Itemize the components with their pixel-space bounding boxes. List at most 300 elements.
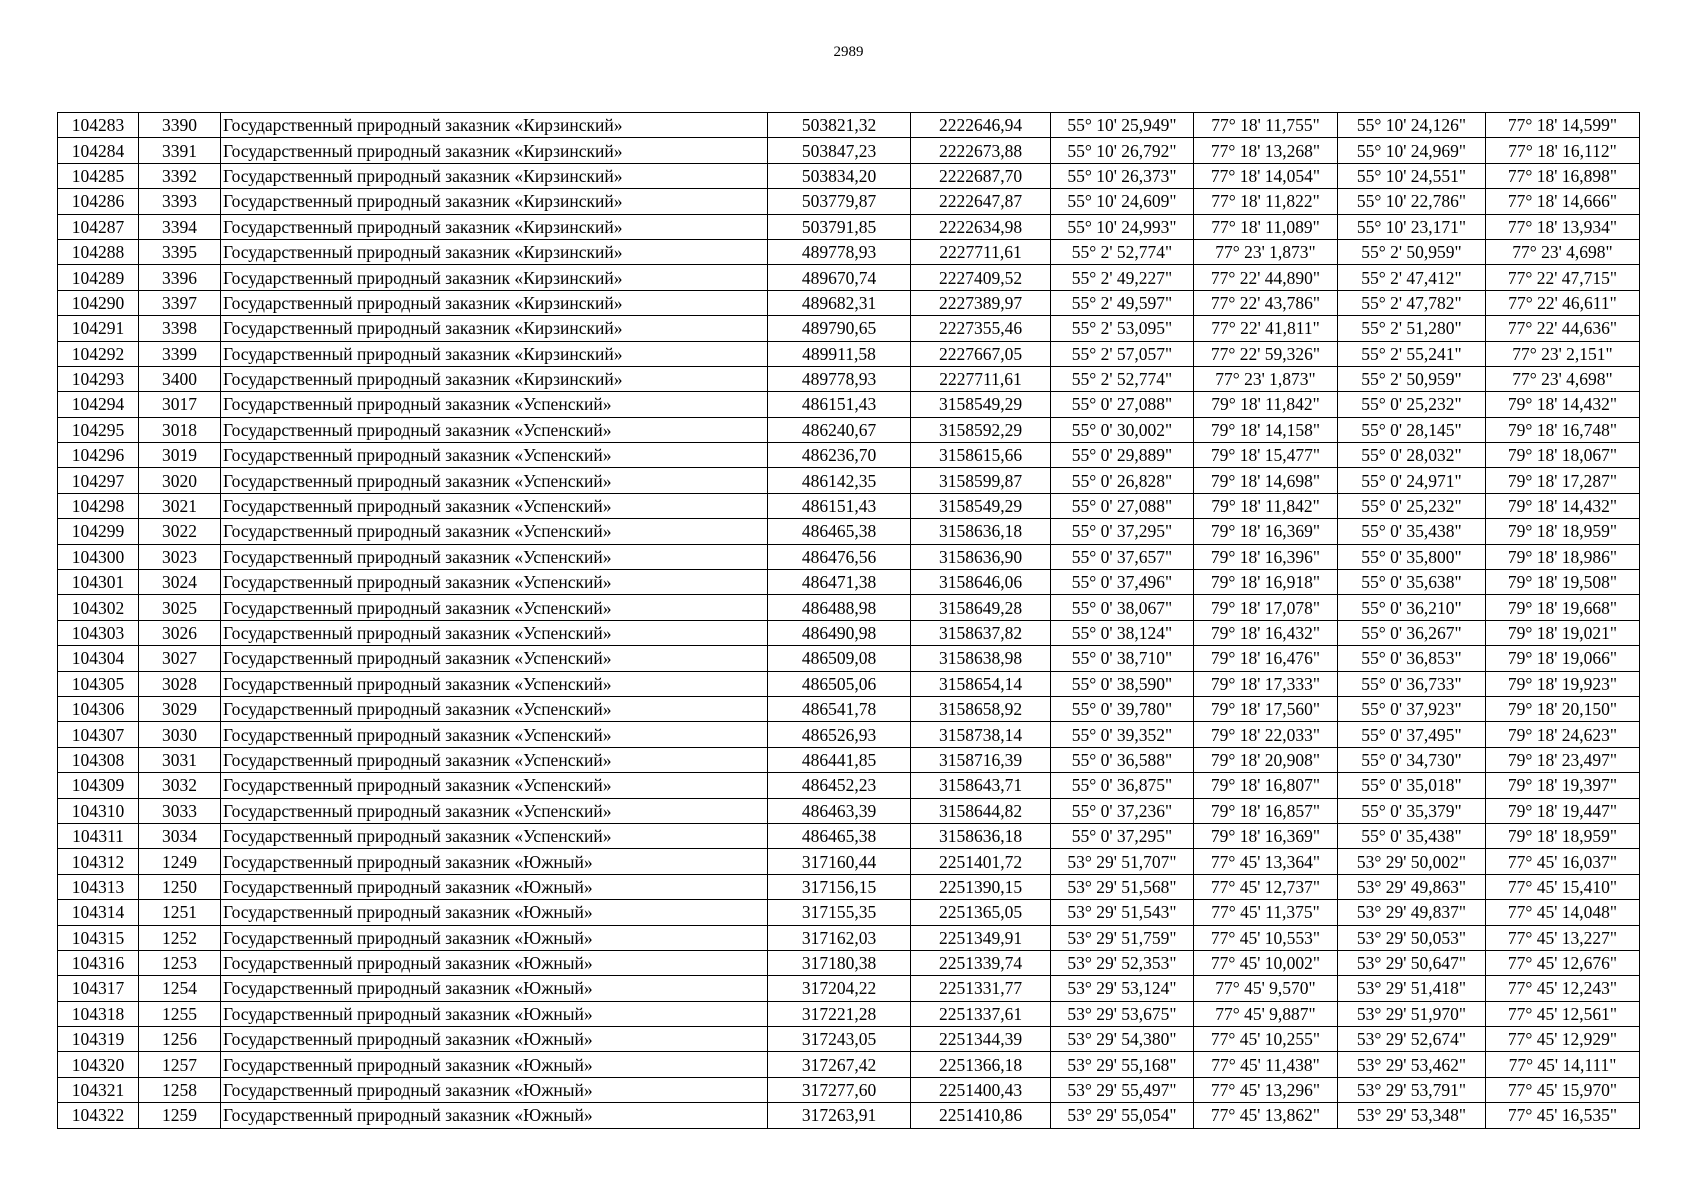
cell-y: 2251339,74 bbox=[911, 950, 1051, 975]
cell-point: 1253 bbox=[139, 950, 221, 975]
cell-point: 3017 bbox=[139, 392, 221, 417]
cell-x: 486488,98 bbox=[768, 595, 911, 620]
cell-name: Государственный природный заказник «Южный» bbox=[221, 950, 768, 975]
cell-id: 104321 bbox=[58, 1077, 139, 1102]
cell-lat1: 55° 0' 36,875" bbox=[1051, 773, 1194, 798]
cell-point: 3399 bbox=[139, 341, 221, 366]
cell-lon2: 77° 45' 16,037" bbox=[1486, 849, 1640, 874]
cell-lon2: 79° 18' 14,432" bbox=[1486, 392, 1640, 417]
cell-name: Государственный природный заказник «Кирзинский» bbox=[221, 239, 768, 264]
cell-lat2: 55° 0' 37,923" bbox=[1338, 696, 1486, 721]
cell-lat1: 55° 0' 36,588" bbox=[1051, 747, 1194, 772]
cell-lat1: 55° 10' 25,949" bbox=[1051, 113, 1194, 138]
cell-lon2: 79° 18' 18,986" bbox=[1486, 544, 1640, 569]
cell-x: 486465,38 bbox=[768, 823, 911, 848]
cell-x: 503821,32 bbox=[768, 113, 911, 138]
cell-x: 486476,56 bbox=[768, 544, 911, 569]
cell-y: 2251400,43 bbox=[911, 1077, 1051, 1102]
table-row bbox=[58, 1103, 1640, 1128]
cell-point: 1256 bbox=[139, 1027, 221, 1052]
table-row bbox=[58, 874, 1640, 899]
cell-y: 3158654,14 bbox=[911, 671, 1051, 696]
cell-lat2: 55° 0' 36,853" bbox=[1338, 646, 1486, 671]
cell-lat1: 55° 2' 52,774" bbox=[1051, 366, 1194, 391]
cell-point: 3032 bbox=[139, 773, 221, 798]
cell-lon1: 79° 18' 17,078" bbox=[1194, 595, 1338, 620]
cell-y: 3158636,18 bbox=[911, 823, 1051, 848]
cell-lon1: 77° 22' 44,890" bbox=[1194, 265, 1338, 290]
cell-id: 104295 bbox=[58, 417, 139, 442]
cell-x: 486151,43 bbox=[768, 493, 911, 518]
cell-id: 104303 bbox=[58, 620, 139, 645]
cell-name: Государственный природный заказник «Кирзинский» bbox=[221, 189, 768, 214]
cell-id: 104300 bbox=[58, 544, 139, 569]
cell-id: 104307 bbox=[58, 722, 139, 747]
cell-point: 1252 bbox=[139, 925, 221, 950]
cell-lat2: 53° 29' 51,418" bbox=[1338, 976, 1486, 1001]
table-row bbox=[58, 290, 1640, 315]
cell-name: Государственный природный заказник «Кирзинский» bbox=[221, 316, 768, 341]
cell-lon1: 77° 45' 10,002" bbox=[1194, 950, 1338, 975]
cell-lat1: 55° 0' 37,236" bbox=[1051, 798, 1194, 823]
cell-lat2: 55° 10' 24,551" bbox=[1338, 163, 1486, 188]
cell-name: Государственный природный заказник «Успенский» bbox=[221, 620, 768, 645]
cell-name: Государственный природный заказник «Южный» bbox=[221, 1052, 768, 1077]
cell-lat2: 55° 2' 55,241" bbox=[1338, 341, 1486, 366]
cell-point: 1254 bbox=[139, 976, 221, 1001]
cell-y: 3158592,29 bbox=[911, 417, 1051, 442]
cell-x: 489790,65 bbox=[768, 316, 911, 341]
cell-name: Государственный природный заказник «Кирзинский» bbox=[221, 138, 768, 163]
cell-point: 3390 bbox=[139, 113, 221, 138]
cell-name: Государственный природный заказник «Южный» bbox=[221, 1001, 768, 1026]
cell-point: 3023 bbox=[139, 544, 221, 569]
cell-lat1: 53° 29' 54,380" bbox=[1051, 1027, 1194, 1052]
table-row bbox=[58, 696, 1640, 721]
cell-y: 2251365,05 bbox=[911, 900, 1051, 925]
cell-id: 104287 bbox=[58, 214, 139, 239]
cell-y: 2222646,94 bbox=[911, 113, 1051, 138]
cell-y: 3158644,82 bbox=[911, 798, 1051, 823]
cell-y: 2227711,61 bbox=[911, 239, 1051, 264]
cell-id: 104298 bbox=[58, 493, 139, 518]
cell-id: 104294 bbox=[58, 392, 139, 417]
cell-y: 3158615,66 bbox=[911, 443, 1051, 468]
cell-point: 3398 bbox=[139, 316, 221, 341]
cell-point: 1250 bbox=[139, 874, 221, 899]
cell-point: 1249 bbox=[139, 849, 221, 874]
cell-x: 317156,15 bbox=[768, 874, 911, 899]
cell-lon2: 77° 18' 14,666" bbox=[1486, 189, 1640, 214]
table-row bbox=[58, 1052, 1640, 1077]
cell-lon1: 77° 23' 1,873" bbox=[1194, 239, 1338, 264]
cell-lon2: 77° 22' 44,636" bbox=[1486, 316, 1640, 341]
cell-lon2: 79° 18' 20,150" bbox=[1486, 696, 1640, 721]
table-row bbox=[58, 671, 1640, 696]
cell-point: 3029 bbox=[139, 696, 221, 721]
cell-lon1: 79° 18' 17,333" bbox=[1194, 671, 1338, 696]
cell-x: 317160,44 bbox=[768, 849, 911, 874]
cell-lon2: 77° 22' 46,611" bbox=[1486, 290, 1640, 315]
cell-lon1: 77° 45' 9,570" bbox=[1194, 976, 1338, 1001]
cell-lon2: 77° 23' 4,698" bbox=[1486, 239, 1640, 264]
cell-lat2: 53° 29' 49,863" bbox=[1338, 874, 1486, 899]
cell-x: 486526,93 bbox=[768, 722, 911, 747]
cell-lat2: 55° 10' 22,786" bbox=[1338, 189, 1486, 214]
table-row bbox=[58, 849, 1640, 874]
cell-id: 104293 bbox=[58, 366, 139, 391]
cell-lat1: 55° 2' 52,774" bbox=[1051, 239, 1194, 264]
cell-x: 486471,38 bbox=[768, 570, 911, 595]
cell-lon1: 77° 18' 11,089" bbox=[1194, 214, 1338, 239]
cell-x: 317221,28 bbox=[768, 1001, 911, 1026]
cell-lon2: 77° 45' 15,970" bbox=[1486, 1077, 1640, 1102]
coordinates-table bbox=[57, 112, 1640, 1129]
cell-lat1: 55° 2' 49,597" bbox=[1051, 290, 1194, 315]
cell-lat1: 55° 0' 37,496" bbox=[1051, 570, 1194, 595]
cell-lat2: 55° 0' 35,438" bbox=[1338, 823, 1486, 848]
cell-x: 489911,58 bbox=[768, 341, 911, 366]
cell-id: 104286 bbox=[58, 189, 139, 214]
cell-lat1: 53° 29' 55,054" bbox=[1051, 1103, 1194, 1128]
cell-name: Государственный природный заказник «Успенский» bbox=[221, 493, 768, 518]
cell-lat1: 55° 0' 27,088" bbox=[1051, 392, 1194, 417]
cell-lon1: 79° 18' 16,369" bbox=[1194, 519, 1338, 544]
cell-lat2: 53° 29' 52,674" bbox=[1338, 1027, 1486, 1052]
cell-lat1: 55° 2' 57,057" bbox=[1051, 341, 1194, 366]
cell-point: 3024 bbox=[139, 570, 221, 595]
cell-lat2: 55° 0' 24,971" bbox=[1338, 468, 1486, 493]
cell-id: 104288 bbox=[58, 239, 139, 264]
cell-lon1: 77° 22' 59,326" bbox=[1194, 341, 1338, 366]
cell-id: 104316 bbox=[58, 950, 139, 975]
cell-lat2: 55° 0' 25,232" bbox=[1338, 493, 1486, 518]
cell-y: 2251337,61 bbox=[911, 1001, 1051, 1026]
cell-lat1: 53° 29' 52,353" bbox=[1051, 950, 1194, 975]
cell-id: 104308 bbox=[58, 747, 139, 772]
cell-x: 503834,20 bbox=[768, 163, 911, 188]
cell-point: 3028 bbox=[139, 671, 221, 696]
table-row bbox=[58, 493, 1640, 518]
cell-lat1: 55° 10' 26,373" bbox=[1051, 163, 1194, 188]
cell-lon1: 77° 45' 10,553" bbox=[1194, 925, 1338, 950]
cell-x: 317263,91 bbox=[768, 1103, 911, 1128]
cell-name: Государственный природный заказник «Успенский» bbox=[221, 519, 768, 544]
cell-name: Государственный природный заказник «Кирзинский» bbox=[221, 290, 768, 315]
cell-y: 2251344,39 bbox=[911, 1027, 1051, 1052]
cell-lon1: 77° 23' 1,873" bbox=[1194, 366, 1338, 391]
cell-lon1: 77° 22' 43,786" bbox=[1194, 290, 1338, 315]
cell-lat1: 55° 0' 30,002" bbox=[1051, 417, 1194, 442]
cell-lat2: 55° 0' 35,379" bbox=[1338, 798, 1486, 823]
cell-y: 3158638,98 bbox=[911, 646, 1051, 671]
cell-lat1: 55° 0' 29,889" bbox=[1051, 443, 1194, 468]
cell-point: 1255 bbox=[139, 1001, 221, 1026]
cell-point: 3395 bbox=[139, 239, 221, 264]
cell-lon2: 77° 18' 13,934" bbox=[1486, 214, 1640, 239]
cell-name: Государственный природный заказник «Успенский» bbox=[221, 570, 768, 595]
cell-id: 104309 bbox=[58, 773, 139, 798]
cell-y: 2222673,88 bbox=[911, 138, 1051, 163]
cell-lon1: 77° 45' 13,364" bbox=[1194, 849, 1338, 874]
table-row bbox=[58, 113, 1640, 138]
cell-lon1: 77° 45' 12,737" bbox=[1194, 874, 1338, 899]
cell-y: 3158738,14 bbox=[911, 722, 1051, 747]
table-row bbox=[58, 595, 1640, 620]
cell-id: 104299 bbox=[58, 519, 139, 544]
table-row bbox=[58, 900, 1640, 925]
cell-lon1: 77° 45' 11,438" bbox=[1194, 1052, 1338, 1077]
cell-y: 3158649,28 bbox=[911, 595, 1051, 620]
cell-y: 2222647,87 bbox=[911, 189, 1051, 214]
cell-lon1: 79° 18' 11,842" bbox=[1194, 392, 1338, 417]
cell-lat2: 53° 29' 50,647" bbox=[1338, 950, 1486, 975]
cell-lon1: 79° 18' 16,396" bbox=[1194, 544, 1338, 569]
cell-y: 3158636,18 bbox=[911, 519, 1051, 544]
table-row bbox=[58, 925, 1640, 950]
cell-lon2: 77° 45' 12,243" bbox=[1486, 976, 1640, 1001]
table-row bbox=[58, 570, 1640, 595]
cell-name: Государственный природный заказник «Кирзинский» bbox=[221, 265, 768, 290]
cell-lon1: 79° 18' 14,698" bbox=[1194, 468, 1338, 493]
table-row bbox=[58, 823, 1640, 848]
cell-lon2: 77° 45' 13,227" bbox=[1486, 925, 1640, 950]
cell-x: 317204,22 bbox=[768, 976, 911, 1001]
cell-point: 3392 bbox=[139, 163, 221, 188]
table-row bbox=[58, 747, 1640, 772]
cell-y: 3158549,29 bbox=[911, 493, 1051, 518]
cell-id: 104297 bbox=[58, 468, 139, 493]
table-row bbox=[58, 417, 1640, 442]
cell-y: 3158636,90 bbox=[911, 544, 1051, 569]
table-row bbox=[58, 1077, 1640, 1102]
cell-name: Государственный природный заказник «Южный» bbox=[221, 1103, 768, 1128]
cell-lon2: 77° 45' 14,048" bbox=[1486, 900, 1640, 925]
page-number: 2989 bbox=[833, 44, 864, 60]
cell-lon2: 79° 18' 18,959" bbox=[1486, 823, 1640, 848]
cell-y: 2251390,15 bbox=[911, 874, 1051, 899]
cell-lon2: 77° 45' 12,929" bbox=[1486, 1027, 1640, 1052]
cell-y: 3158643,71 bbox=[911, 773, 1051, 798]
cell-lon2: 79° 18' 23,497" bbox=[1486, 747, 1640, 772]
cell-lat2: 55° 0' 36,267" bbox=[1338, 620, 1486, 645]
cell-point: 3025 bbox=[139, 595, 221, 620]
cell-lon2: 79° 18' 19,447" bbox=[1486, 798, 1640, 823]
cell-lat2: 55° 10' 24,126" bbox=[1338, 113, 1486, 138]
cell-point: 1259 bbox=[139, 1103, 221, 1128]
cell-name: Государственный природный заказник «Успенский» bbox=[221, 646, 768, 671]
cell-id: 104305 bbox=[58, 671, 139, 696]
cell-lon1: 77° 18' 13,268" bbox=[1194, 138, 1338, 163]
table-row bbox=[58, 341, 1640, 366]
cell-name: Государственный природный заказник «Успенский» bbox=[221, 773, 768, 798]
cell-point: 3396 bbox=[139, 265, 221, 290]
cell-lat2: 55° 2' 50,959" bbox=[1338, 366, 1486, 391]
table-body bbox=[58, 113, 1640, 1129]
cell-id: 104302 bbox=[58, 595, 139, 620]
cell-id: 104284 bbox=[58, 138, 139, 163]
cell-lon2: 77° 23' 2,151" bbox=[1486, 341, 1640, 366]
cell-lat1: 55° 2' 49,227" bbox=[1051, 265, 1194, 290]
cell-x: 317155,35 bbox=[768, 900, 911, 925]
table-row bbox=[58, 976, 1640, 1001]
cell-lon2: 77° 18' 14,599" bbox=[1486, 113, 1640, 138]
cell-name: Государственный природный заказник «Кирзинский» bbox=[221, 214, 768, 239]
cell-lat2: 55° 0' 36,210" bbox=[1338, 595, 1486, 620]
cell-y: 2227389,97 bbox=[911, 290, 1051, 315]
cell-lon2: 77° 18' 16,112" bbox=[1486, 138, 1640, 163]
cell-lat2: 53° 29' 50,002" bbox=[1338, 849, 1486, 874]
cell-id: 104318 bbox=[58, 1001, 139, 1026]
cell-lon2: 77° 45' 14,111" bbox=[1486, 1052, 1640, 1077]
cell-name: Государственный природный заказник «Кирзинский» bbox=[221, 163, 768, 188]
cell-lon1: 79° 18' 16,476" bbox=[1194, 646, 1338, 671]
cell-id: 104311 bbox=[58, 823, 139, 848]
cell-lon2: 79° 18' 19,508" bbox=[1486, 570, 1640, 595]
cell-x: 489670,74 bbox=[768, 265, 911, 290]
cell-y: 2222687,70 bbox=[911, 163, 1051, 188]
cell-y: 2227409,52 bbox=[911, 265, 1051, 290]
cell-y: 2227355,46 bbox=[911, 316, 1051, 341]
cell-lat2: 55° 0' 34,730" bbox=[1338, 747, 1486, 772]
cell-lat1: 53° 29' 53,124" bbox=[1051, 976, 1194, 1001]
cell-name: Государственный природный заказник «Кирзинский» bbox=[221, 341, 768, 366]
cell-x: 317267,42 bbox=[768, 1052, 911, 1077]
cell-name: Государственный природный заказник «Успенский» bbox=[221, 392, 768, 417]
cell-x: 503779,87 bbox=[768, 189, 911, 214]
cell-lat2: 55° 2' 47,412" bbox=[1338, 265, 1486, 290]
cell-point: 3021 bbox=[139, 493, 221, 518]
cell-point: 3391 bbox=[139, 138, 221, 163]
cell-lon1: 79° 18' 14,158" bbox=[1194, 417, 1338, 442]
cell-id: 104317 bbox=[58, 976, 139, 1001]
cell-point: 3034 bbox=[139, 823, 221, 848]
table-row bbox=[58, 443, 1640, 468]
cell-lon1: 79° 18' 22,033" bbox=[1194, 722, 1338, 747]
cell-x: 489778,93 bbox=[768, 239, 911, 264]
table-row bbox=[58, 265, 1640, 290]
cell-id: 104320 bbox=[58, 1052, 139, 1077]
table-row bbox=[58, 316, 1640, 341]
cell-lon2: 77° 22' 47,715" bbox=[1486, 265, 1640, 290]
cell-lat1: 55° 10' 24,993" bbox=[1051, 214, 1194, 239]
cell-id: 104310 bbox=[58, 798, 139, 823]
cell-lon1: 77° 18' 11,822" bbox=[1194, 189, 1338, 214]
cell-id: 104285 bbox=[58, 163, 139, 188]
cell-lat2: 55° 10' 23,171" bbox=[1338, 214, 1486, 239]
cell-y: 2251349,91 bbox=[911, 925, 1051, 950]
cell-x: 503847,23 bbox=[768, 138, 911, 163]
cell-y: 2251331,77 bbox=[911, 976, 1051, 1001]
cell-lat1: 55° 0' 38,590" bbox=[1051, 671, 1194, 696]
cell-lat2: 55° 0' 37,495" bbox=[1338, 722, 1486, 747]
cell-lon1: 77° 45' 10,255" bbox=[1194, 1027, 1338, 1052]
cell-lon2: 77° 45' 16,535" bbox=[1486, 1103, 1640, 1128]
cell-lat1: 55° 0' 38,124" bbox=[1051, 620, 1194, 645]
cell-point: 1258 bbox=[139, 1077, 221, 1102]
cell-id: 104306 bbox=[58, 696, 139, 721]
cell-point: 3019 bbox=[139, 443, 221, 468]
cell-lat2: 53° 29' 51,970" bbox=[1338, 1001, 1486, 1026]
cell-id: 104301 bbox=[58, 570, 139, 595]
cell-lat2: 53° 29' 53,348" bbox=[1338, 1103, 1486, 1128]
cell-lat1: 53° 29' 51,707" bbox=[1051, 849, 1194, 874]
cell-name: Государственный природный заказник «Успенский» bbox=[221, 443, 768, 468]
cell-lat2: 53° 29' 50,053" bbox=[1338, 925, 1486, 950]
cell-x: 486509,08 bbox=[768, 646, 911, 671]
cell-lon1: 77° 18' 14,054" bbox=[1194, 163, 1338, 188]
cell-id: 104315 bbox=[58, 925, 139, 950]
cell-x: 503791,85 bbox=[768, 214, 911, 239]
cell-x: 489682,31 bbox=[768, 290, 911, 315]
cell-name: Государственный природный заказник «Южный» bbox=[221, 849, 768, 874]
cell-lat1: 55° 2' 53,095" bbox=[1051, 316, 1194, 341]
cell-lat1: 55° 0' 38,710" bbox=[1051, 646, 1194, 671]
cell-x: 486463,39 bbox=[768, 798, 911, 823]
cell-lon1: 79° 18' 15,477" bbox=[1194, 443, 1338, 468]
cell-x: 486541,78 bbox=[768, 696, 911, 721]
cell-x: 486452,23 bbox=[768, 773, 911, 798]
cell-lat2: 55° 2' 51,280" bbox=[1338, 316, 1486, 341]
cell-lon1: 77° 45' 9,887" bbox=[1194, 1001, 1338, 1026]
table-row bbox=[58, 366, 1640, 391]
cell-lon2: 77° 45' 15,410" bbox=[1486, 874, 1640, 899]
cell-point: 1251 bbox=[139, 900, 221, 925]
cell-lat1: 55° 0' 37,295" bbox=[1051, 519, 1194, 544]
cell-point: 3026 bbox=[139, 620, 221, 645]
cell-lat1: 53° 29' 51,543" bbox=[1051, 900, 1194, 925]
cell-lat1: 55° 0' 38,067" bbox=[1051, 595, 1194, 620]
cell-lat2: 55° 0' 35,800" bbox=[1338, 544, 1486, 569]
cell-lon1: 79° 18' 16,857" bbox=[1194, 798, 1338, 823]
cell-x: 317162,03 bbox=[768, 925, 911, 950]
table-row bbox=[58, 189, 1640, 214]
cell-y: 2251366,18 bbox=[911, 1052, 1051, 1077]
cell-lon1: 77° 45' 11,375" bbox=[1194, 900, 1338, 925]
cell-point: 3030 bbox=[139, 722, 221, 747]
cell-x: 486505,06 bbox=[768, 671, 911, 696]
cell-id: 104290 bbox=[58, 290, 139, 315]
cell-x: 317243,05 bbox=[768, 1027, 911, 1052]
cell-lat2: 55° 0' 35,638" bbox=[1338, 570, 1486, 595]
cell-lat2: 53° 29' 49,837" bbox=[1338, 900, 1486, 925]
cell-point: 3397 bbox=[139, 290, 221, 315]
cell-lat2: 55° 0' 28,032" bbox=[1338, 443, 1486, 468]
cell-lat1: 53° 29' 55,497" bbox=[1051, 1077, 1194, 1102]
cell-lon2: 79° 18' 19,066" bbox=[1486, 646, 1640, 671]
cell-lat2: 55° 0' 36,733" bbox=[1338, 671, 1486, 696]
table-row bbox=[58, 950, 1640, 975]
cell-name: Государственный природный заказник «Южный» bbox=[221, 1077, 768, 1102]
table-row bbox=[58, 1027, 1640, 1052]
cell-lon2: 79° 18' 19,397" bbox=[1486, 773, 1640, 798]
cell-x: 486151,43 bbox=[768, 392, 911, 417]
table-row bbox=[58, 544, 1640, 569]
cell-lat1: 55° 0' 39,352" bbox=[1051, 722, 1194, 747]
cell-name: Государственный природный заказник «Южный» bbox=[221, 976, 768, 1001]
cell-lon2: 79° 18' 18,959" bbox=[1486, 519, 1640, 544]
cell-name: Государственный природный заказник «Южный» bbox=[221, 925, 768, 950]
cell-lon1: 79° 18' 16,369" bbox=[1194, 823, 1338, 848]
cell-name: Государственный природный заказник «Южный» bbox=[221, 874, 768, 899]
cell-id: 104291 bbox=[58, 316, 139, 341]
cell-x: 486441,85 bbox=[768, 747, 911, 772]
cell-id: 104292 bbox=[58, 341, 139, 366]
cell-lon2: 77° 45' 12,676" bbox=[1486, 950, 1640, 975]
cell-y: 3158646,06 bbox=[911, 570, 1051, 595]
cell-lon1: 77° 18' 11,755" bbox=[1194, 113, 1338, 138]
cell-lon2: 79° 18' 19,021" bbox=[1486, 620, 1640, 645]
